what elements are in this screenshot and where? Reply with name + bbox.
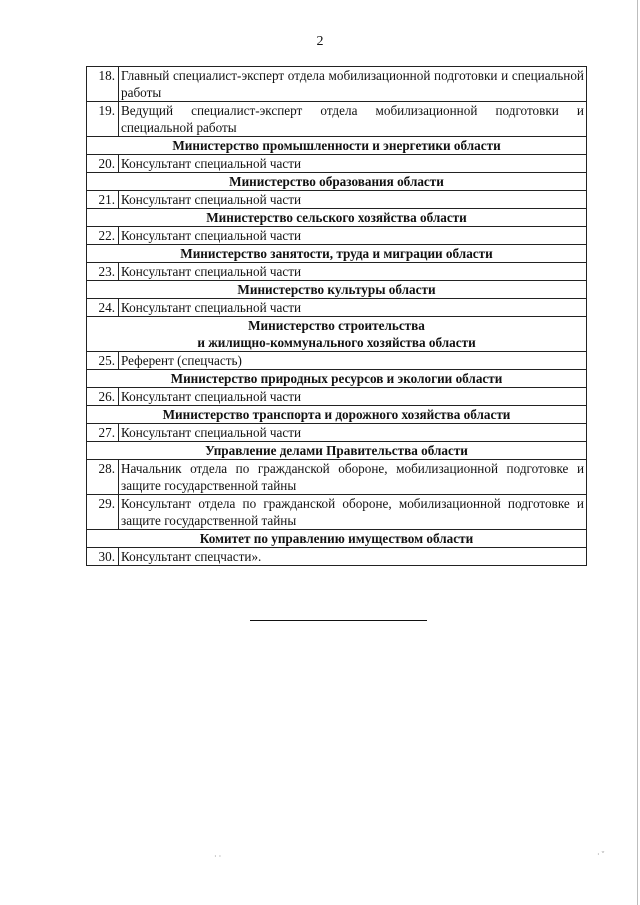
ministry-header: Министерство строительства и жилищно-коммунального хозяйства области xyxy=(87,317,587,352)
position-title: Консультант специальной части xyxy=(119,191,587,209)
ministry-header: Управление делами Правительства области xyxy=(87,442,587,460)
position-row xyxy=(87,548,587,566)
position-title: Консультант отдела по гражданской обороне, мобилизационной подготовке и защите государственной тайны xyxy=(119,495,587,530)
position-number: 27. xyxy=(87,424,119,442)
position-title: Ведущий специалист-эксперт отдела мобилизационной подготовки и специальной работы xyxy=(119,102,587,137)
ministry-header-row xyxy=(87,530,587,548)
position-number: 25. xyxy=(87,352,119,370)
ministry-header-row xyxy=(87,209,587,227)
position-number: 24. xyxy=(87,299,119,317)
position-number: 26. xyxy=(87,388,119,406)
position-title: Консультант специальной части xyxy=(119,227,587,245)
closing-line xyxy=(250,620,427,621)
position-row xyxy=(87,388,587,406)
ministry-header: Министерство сельского хозяйства области xyxy=(87,209,587,227)
ministry-header: Министерство транспорта и дорожного хозяйства области xyxy=(87,406,587,424)
position-title: Начальник отдела по гражданской обороне, мобилизационной подготовке и защите государственной тайны xyxy=(119,460,587,495)
position-number: 21. xyxy=(87,191,119,209)
position-row xyxy=(87,191,587,209)
position-number: 18. xyxy=(87,67,119,102)
position-title: Консультант специальной части xyxy=(119,263,587,281)
position-row xyxy=(87,495,587,530)
position-row xyxy=(87,102,587,137)
position-number: 29. xyxy=(87,495,119,530)
ministry-header: Министерство промышленности и энергетики области xyxy=(87,137,587,155)
ministry-header: Комитет по управлению имуществом области xyxy=(87,530,587,548)
ministry-header-row xyxy=(87,317,587,352)
ministry-header-row xyxy=(87,173,587,191)
position-row xyxy=(87,352,587,370)
position-row xyxy=(87,263,587,281)
page-edge xyxy=(637,0,638,905)
position-row xyxy=(87,424,587,442)
position-number: 20. xyxy=(87,155,119,173)
scan-speck: · · xyxy=(214,852,222,861)
ministry-header-row xyxy=(87,370,587,388)
ministry-header-row xyxy=(87,137,587,155)
position-row xyxy=(87,155,587,173)
position-number: 22. xyxy=(87,227,119,245)
ministry-header-row xyxy=(87,442,587,460)
ministry-header-row xyxy=(87,281,587,299)
position-row xyxy=(87,67,587,102)
position-number: 19. xyxy=(87,102,119,137)
position-title: Консультант специальной части xyxy=(119,424,587,442)
position-row xyxy=(87,299,587,317)
position-title: Консультант специальной части xyxy=(119,388,587,406)
position-row xyxy=(87,460,587,495)
ministry-header: Министерство занятости, труда и миграции области xyxy=(87,245,587,263)
ministry-header-row xyxy=(87,245,587,263)
position-number: 23. xyxy=(87,263,119,281)
position-row xyxy=(87,227,587,245)
positions-table xyxy=(86,66,587,566)
ministry-header-row xyxy=(87,406,587,424)
page-number: 2 xyxy=(316,34,324,49)
ministry-header: Министерство культуры области xyxy=(87,281,587,299)
position-title: Референт (спецчасть) xyxy=(119,352,587,370)
position-title: Главный специалист-эксперт отдела мобилизационной подготовки и специальной работы xyxy=(119,67,587,102)
scan-speck: · ˇ xyxy=(597,850,605,859)
position-title: Консультант спецчасти». xyxy=(119,548,587,566)
position-number: 30. xyxy=(87,548,119,566)
position-number: 28. xyxy=(87,460,119,495)
position-title: Консультант специальной части xyxy=(119,155,587,173)
positions-table-body xyxy=(87,67,587,566)
ministry-header: Министерство образования области xyxy=(87,173,587,191)
position-title: Консультант специальной части xyxy=(119,299,587,317)
ministry-header: Министерство природных ресурсов и экологии области xyxy=(87,370,587,388)
